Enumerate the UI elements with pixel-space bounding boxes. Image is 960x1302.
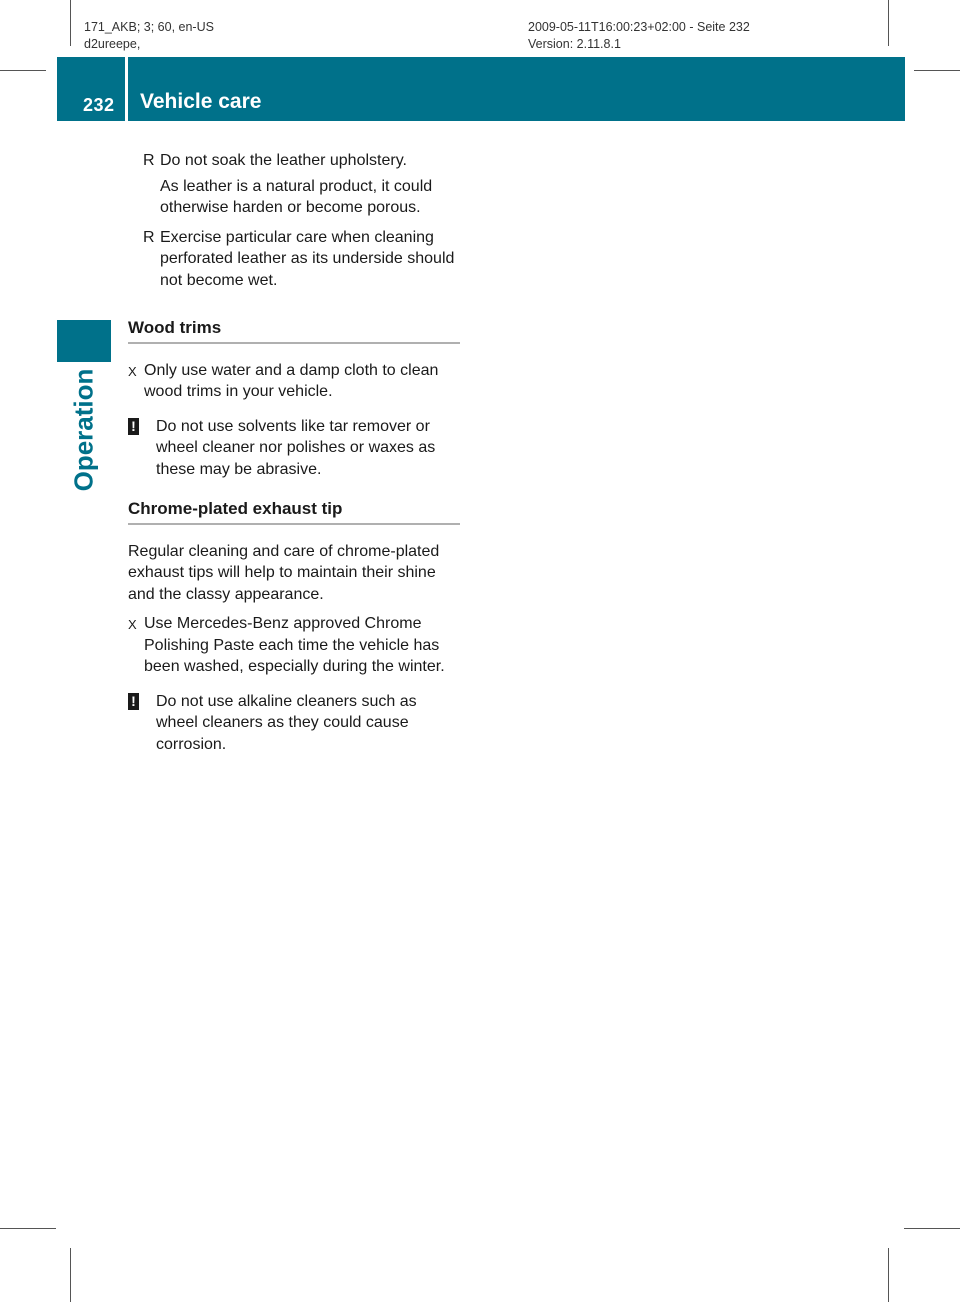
step-arrow-icon: X xyxy=(128,617,137,632)
side-tab xyxy=(57,320,111,362)
step-arrow-icon: X xyxy=(128,363,137,379)
bullet-mark: R xyxy=(143,152,155,169)
crop-mark xyxy=(0,70,46,71)
crop-mark xyxy=(70,1248,71,1302)
bullet-mark: R xyxy=(143,228,155,246)
header-divider xyxy=(125,57,128,121)
crop-mark xyxy=(888,1248,889,1302)
bullet-text: Exercise particular care when cleaning perforated leather as its underside should not become wet. xyxy=(160,228,455,289)
crop-mark xyxy=(904,1228,960,1229)
warning-icon: ! xyxy=(128,693,139,710)
meta-right-line1: 2009-05-11T16:00:23+02:00 - Seite 232 xyxy=(528,20,750,34)
meta-left-line2: d2ureepe, xyxy=(84,37,141,51)
bullet-text: Do not soak the leather upholstery. xyxy=(160,152,407,169)
warning-note xyxy=(128,416,460,481)
chrome-intro: Regular cleaning and care of chrome-plated exhaust tips will help to maintain their shine and the classy appearance. xyxy=(128,542,440,603)
crop-mark xyxy=(914,70,960,71)
meta-left-line1: 171_AKB; 3; 60, en-US xyxy=(84,20,214,34)
heading-wood-trims: Wood trims xyxy=(128,317,460,344)
section-title: Vehicle care xyxy=(140,90,262,113)
heading-chrome-exhaust: Chrome-plated exhaust tip xyxy=(128,498,460,525)
header-bar xyxy=(57,57,905,121)
step-text: Only use water and a damp cloth to clean wood trims in your vehicle. xyxy=(144,361,439,400)
warning-text: Do not use solvents like tar remover or wheel cleaner nor polishes or waxes as these may be abrasive. xyxy=(156,417,436,478)
meta-right-line2: Version: 2.11.8.1 xyxy=(528,37,621,51)
step-item xyxy=(128,360,460,403)
crop-mark xyxy=(70,0,71,46)
warning-text: Do not use alkaline cleaners such as wheel cleaners as they could cause corrosion. xyxy=(156,692,417,753)
print-meta-left xyxy=(84,19,214,53)
crop-mark xyxy=(0,1228,56,1229)
step-text: Use Mercedes-Benz approved Chrome Polishing Paste each time the vehicle has been washed, especially during the winter. xyxy=(144,615,445,675)
crop-mark xyxy=(888,0,889,46)
list-item xyxy=(128,227,460,292)
step-item xyxy=(128,613,460,678)
warning-icon: ! xyxy=(128,418,139,435)
warning-note xyxy=(128,691,460,756)
list-item xyxy=(128,150,460,219)
print-meta-right xyxy=(528,19,750,53)
page-number: 232 xyxy=(83,95,115,115)
side-label-operation: Operation xyxy=(68,368,99,492)
bullet-detail: As leather is a natural product, it could otherwise harden or become porous. xyxy=(160,177,433,216)
page-content xyxy=(128,150,460,768)
